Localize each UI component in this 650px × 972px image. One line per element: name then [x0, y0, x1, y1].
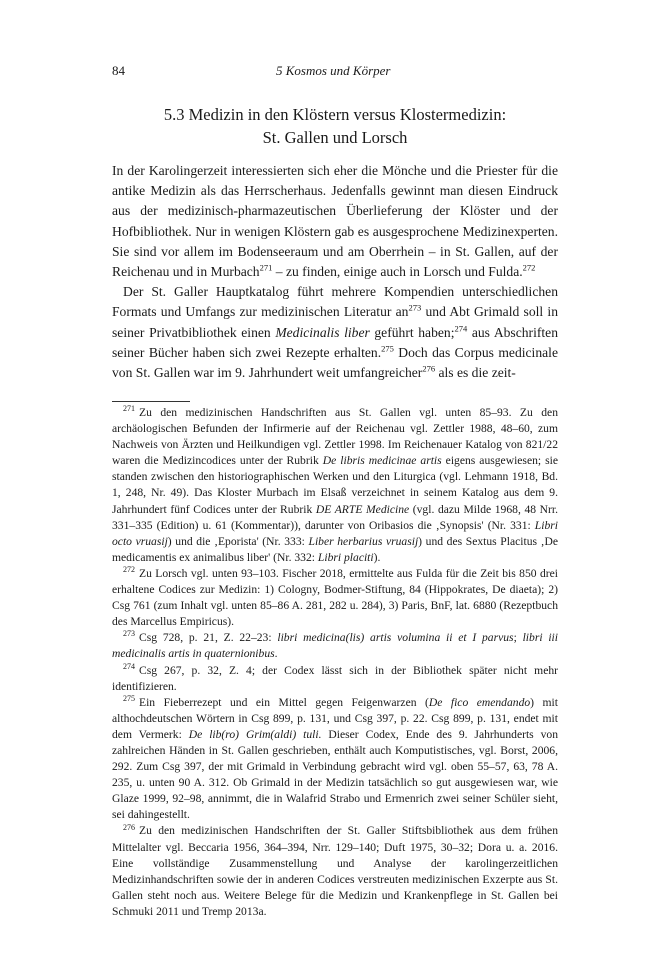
footnote-italic: De fico emendando	[428, 695, 531, 709]
footnote-reference: 273	[408, 302, 422, 313]
footnote-text: Zu Lorsch vgl. unten 93–103. Fischer 2018, ermittelte aus Fulda für die Zeit bis 850 drei erhaltene Codices zur Medizin: 1) Cologny, Bodmer-Stiftung, 84 (Hippokrates, De diaeta); 2) Csg 761 (zum Inhalt vgl. unten 85–86 A. 281, 282 u. 284), 3) Paris, BnF, lat. 6880 (Rezeptbuch des Marcellus Empiricus).	[112, 566, 558, 629]
section-heading-line-1: 5.3 Medizin in den Klöstern versus Klostermedizin:	[163, 105, 507, 124]
footnote-text: (vgl. dazu Milde 1968, 48 Nrr. 331–335 (Edition) u. 61 (Kommentar)), darunter von Oribasios die ‚Synopsis' (Nr. 331:	[112, 502, 559, 532]
footnote-text: Zu den medizinischen Handschriften aus St. Gallen vgl. unten 85–93. Zu den archäologischen Befunden der Infirmerie auf der Reichenau vgl. Zettler 1988, 48–60, zum Nachweis von Ärzten und Heilkundigen vgl. Zettler 1998. Im Reichenauer Katalog von 821/22 waren die Medizincodices unter der Rubrik	[112, 406, 558, 468]
italic-title: Medicinalis liber	[275, 324, 370, 340]
footnote-272	[112, 566, 558, 630]
footnote-text: Dieser Codex, Ende des 9. Jahrhunderts von zahlreichen Händen in St. Gallen geschrieben, enthält auch Komputistisches, vgl. Borst, 2006, 292. Zum Csg 397, der mit Grimald in Verbindung gebracht wird vgl. oben 55–57, 63, 78 A. 235, u. unten 90 A. 312. Ob Grimald in der Medizin tatsächlich so gut ausgewiesen war, wie Glaze 1999, 92–98, annimmt, die in Walafrid Strabo und Ermenrich zwei seiner Schüler sieht, sei dahingestellt.	[112, 727, 558, 822]
footnote-reference: 271	[259, 262, 273, 273]
footnote-italic: libri iii medicinalis artis in quaternionibus	[112, 631, 558, 661]
footnote-italic: De libris medicinae artis	[322, 454, 442, 468]
footnote-italic: DE ARTE Medicine	[315, 502, 410, 516]
footnote-text: Csg 728, p. 21, Z. 22–23:	[139, 631, 278, 645]
footnote-reference: 274	[454, 323, 468, 334]
footnote-text: .	[274, 647, 278, 661]
footnote-text: ;	[513, 631, 523, 645]
footnote-276	[112, 823, 558, 920]
footnote-274	[112, 663, 558, 695]
footnote-number: 273	[123, 629, 135, 639]
paragraph-1	[112, 161, 558, 282]
footnote-reference: 275	[381, 343, 394, 354]
footnote-separator	[112, 401, 190, 402]
section-heading	[112, 103, 558, 149]
footnote-italic: Liber herbarius vruasij	[308, 534, 419, 548]
running-head: 5 Kosmos und Körper	[276, 63, 391, 78]
footnote-275	[112, 695, 558, 824]
footnote-271	[112, 405, 558, 566]
paragraph-text: und Abt Grimald soll in seiner Privatbibliothek einen	[112, 304, 558, 340]
footnote-italic: De lib(ro) Grim(aldi) tuli.	[188, 727, 322, 741]
paragraph-text: In der Karolingerzeit interessierten sich eher die Mönche und die Priester für die antike Medizin als das Herrscherhaus. Jedenfalls gewinnt man diesen Eindruck aus der medizinisch-pharmazeutischen Überlieferung der Klöster und der Hofbibliothek. Nur in wenigen Klöstern gab es ausgesprochene Medizinexperten. Sie sind vor allem im Bodenseeraum und am Oberrhein – in St. Gallen, auf der Reichenau und in Murbach	[112, 163, 558, 280]
footnote-text: Ein Fieberrezept und ein Mittel gegen Feigenwarzen (	[139, 695, 429, 709]
paragraph-text: – zu finden, einige auch in Lorsch und Fulda.	[272, 264, 523, 280]
footnote-text: ) und des Sextus Placitus ‚De medicamentis ex animalibus liber' (Nr. 332:	[112, 534, 558, 564]
section-heading-line-2: St. Gallen und Lorsch	[262, 128, 408, 147]
footnote-number: 272	[123, 565, 135, 575]
footnote-text: ) und die ‚Eporista' (Nr. 333:	[167, 534, 309, 548]
footnote-italic: Libri placiti	[317, 550, 374, 564]
footnote-text: eigens ausgewiesen; sie standen zwischen den historiographischen Werken und den Liturgica (vgl. Lehmann 1918, Bd. 1, 248, Nr. 49). Das Kloster Murbach im Elsaß verzeichnet in seinem Katalog aus dem 9. Jahrhundert fünf Codices unter der Rubrik	[112, 454, 558, 516]
footnote-italic: Libri octo vruasij	[112, 518, 558, 548]
footnote-number: 275	[123, 693, 135, 703]
paragraph-text: Doch das Corpus medicinale von St. Gallen war im 9. Jahrhundert weit umfangreicher	[112, 344, 558, 381]
footnote-number: 271	[123, 404, 135, 414]
footnote-reference: 272	[522, 262, 536, 273]
footnote-text: ).	[373, 550, 381, 564]
paragraph-text: Der St. Galler Hauptkatalog führt mehrere Kompendien unterschiedlichen Formats und Umfangs zur medizinischen Literatur an	[112, 284, 558, 320]
footnote-text: ) mit althochdeutschen Wörtern in Csg 899, p. 131, und Csg 397, p. 22. Csg 899, p. 131, endet mit dem Vermerk:	[112, 695, 558, 741]
footnote-273	[112, 630, 558, 662]
footnote-italic: libri medicina(lis) artis volumina ii et I parvus	[277, 631, 514, 645]
footnote-text: Zu den medizinischen Handschriften der St. Galler Stiftsbibliothek aus dem frühen Mittelalter vgl. Beccaria 1956, 364–394, Nrr. 129–140; Duft 1975, 30–32; Dora u. a. 2016. Eine vollständige Zusammenstellung und Analyse der karolingerzeitlichen Medizinhandschriften sowie der in anderen Codices verstreuten medizinischen Exzerpte aus St. Gallen steht noch aus. Weitere Belege für die Medizin und Krankenpflege in St. Gallen bei Schmuki 2011 und Tremp 2013a.	[112, 824, 558, 918]
footnote-reference: 276	[422, 363, 436, 374]
body-text	[112, 161, 558, 383]
footnotes	[112, 405, 558, 920]
paragraph-2	[112, 282, 558, 383]
paragraph-text: geführt haben;	[369, 324, 455, 340]
page-number: 84	[112, 63, 125, 78]
paragraph-text: aus Abschriften seiner Bücher haben sich zwei Rezepte erhalten.	[112, 324, 558, 360]
footnote-number: 276	[123, 822, 135, 832]
footnote-number: 274	[123, 661, 135, 671]
paragraph-text: als es die zeit-	[435, 365, 516, 381]
footnote-text: Csg 267, p. 32, Z. 4; der Codex lässt sich in der Bibliothek später nicht mehr identifizieren.	[112, 663, 558, 693]
